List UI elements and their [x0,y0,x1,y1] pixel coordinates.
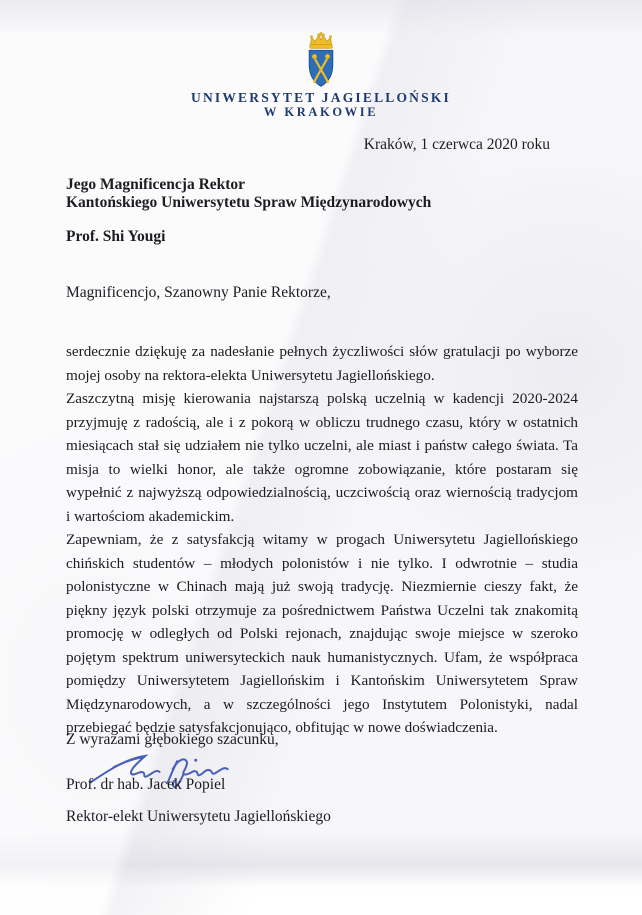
body-paragraph-1: serdecznie dziękuję za nadesłanie pełnych życzliwości słów gratulacji po wyborze mojej osoby na rektora-elekta Uniwersytetu Jagiellońskiego. [66,343,578,384]
closing-line: Z wyrazami głębokiego szacunku, [66,731,279,748]
recipient-block [66,176,431,246]
signer-title: Rektor-elekt Uniwersytetu Jagiellońskiego [66,808,331,825]
recipient-line-1: Jego Magnificencja Rektor [66,176,246,193]
dateline: Kraków, 1 czerwca 2020 roku [363,136,550,153]
letter-body [66,340,578,740]
body-paragraph-2: Zaszczytną misję kierowania najstarszą polską uczelnią w kadencji 2020-2024 przyjmuję z radością, ale i z pokorą w obliczu trudnego czasu, który w ostatnich miesiącach stał się udziałem nie tylko uczelni, ale miast i państw całego świata. Ta misja to wielki honor, ale także ogromne zobowiązanie, które postaram się wypełnić z najwyższą odpowiedzialnością, uczciwością oraz wiernością tradycjom i wartościom akademickim. [66,390,578,525]
university-city: W KRAKOWIE [263,105,379,119]
salutation: Magnificencjo, Szanowny Panie Rektorze, [66,284,331,301]
signer-name: Prof. dr hab. Jacek Popiel [66,776,226,793]
recipient-line-2: Kantońskiego Uniwersytetu Spraw Międzynarodowych [66,193,432,211]
body-paragraph-3: Zapewniam, że z satysfakcją witamy w progach Uniwersytetu Jagiellońskiego chińskich studentów – młodych polonistów i nie tylko. I odwrotnie – studia polonistyczne w Chinach mają już swoją tradycję. Niezmiernie cieszy fakt, że piękny język polski otrzymuje za pośrednictwem Państwa Uczelni tak znakomitą promocję w odległych od Polski rejonach, znajdując swoje miejsce w szeroko pojętym spektrum uniwersyteckich nauk humanistycznych. Ufam, że współpraca pomiędzy Uniwersytetem Jagiellońskim i Kantońskim Uniwersytetem Spraw Międzynarodowych, a w szczególności jego Instytutem Polonistyki, nadal przebiegać będzie satysfakcjonująco, obfitując w nowe doświadczenia. [66,531,578,736]
recipient-name: Prof. Shi Yougi [66,228,166,245]
university-crest-icon [302,32,340,90]
university-name: UNIWERSYTET JAGIELLOŃSKI [191,90,451,105]
